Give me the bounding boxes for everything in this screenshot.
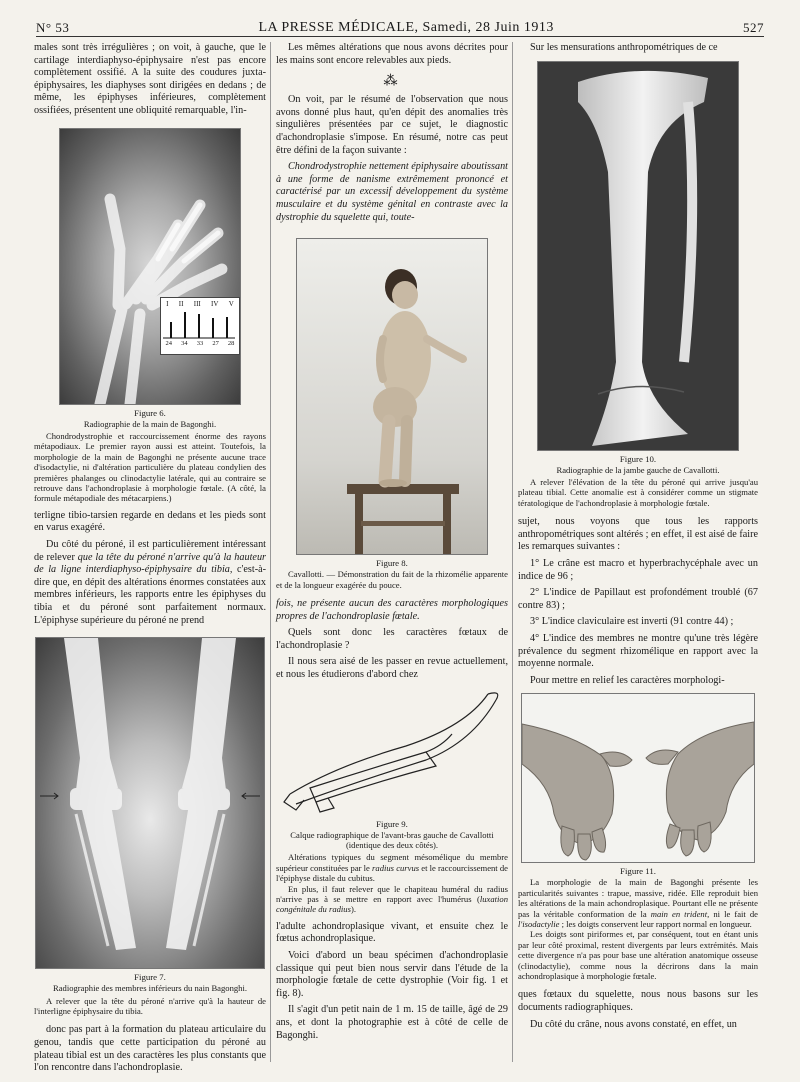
figure-9-forearm-tracing [276,686,508,816]
list-item: 4° L'indice des membres ne montre qu'une très légère prévalence du segment rhizomélique en rapport avec la moyenne normale. [518,632,758,670]
figure-9-caption-2 [276,884,508,915]
figure-9-subtitle: Calque radiographique de l'avant-bras gauche de Cavallotti (identique des deux côtés). [290,829,494,850]
inset-values [161,340,239,347]
paragraph: donc pas part à la formation du plateau articulaire du genou, tandis que cette participation du péroné au plateau tibial est un des caractères les plus constants que l'on rencontre dans l'achondroplasie. [34,1024,266,1074]
ray-value: 33 [196,339,204,347]
paragraph: males sont très irrégulières ; on voit, à gauche, que le cartilage interdiaphyso-épiphysaire n'est pas encore complètement ossifié. A la suite des coudures juxta-épiphysaires, les diaphyses sont dirigées en dedans ; de même, les épiphyses inférieures, complètement ossifiées, présentent une obliquité remarquable, l'in- [34,42,266,116]
paragraph: On voit, par le résumé de l'observation que nous avons donné plus haut, qu'en dépit des anomalies très singulières présentées par ce sujet, le diagnostic d'achondroplasie s'impose. En résumé, notre cas peut être défini de la façon suivante : [276,94,508,156]
text-run: En plus, il faut relever que le chapiteau huméral du radius n'arrive pas à se mettre en rapport avec l'humérus ( [276,883,508,904]
figure-7-subtitle: Radiographie des membres inférieurs du nain Bagonghi. [52,983,248,994]
metapodial-formula-inset [160,297,240,355]
text-run: c'est-à-dire que, en dépit des altérations énormes constatées aux membres inférieurs, les rapports entre les épiphyses du tibia et du péroné sont parfaitement normaux. L'épiphyse supérieure du péroné ne prend [34,564,267,626]
paragraph: Les mêmes altérations que nous avons décrites pour les mains sont encore relevables aux pieds. [276,42,508,66]
issue-number: N° 53 [36,20,70,35]
figure-10-title: Figure 10. [619,453,657,464]
text-run: Du côté du péroné, il est particulièrement intéressant de relever [34,539,266,563]
paragraph: Il s'agit d'un petit nain de 1 m. 15 de taille, âgé de 29 ans, et dont la photographie est à côté de celle de Bagonghi. [276,1004,508,1041]
text-run-italic: que la tête du péroné n'arrive qu'à la hauteur de la ligne interdiaphyso-épiphysaire du tibia, [34,551,266,576]
text-run: et le raccourcissement de l'épiphyse distale du cubitus. [276,862,508,884]
journal-name: LA PRESSE MÉDICALE, [258,20,419,35]
figure-8-dwarf-photo [296,238,488,555]
paragraph: sujet, nous voyons que tous les rapports anthropométriques sont altérés ; en effet, il est aisé de faire les remarques suivantes : [518,516,758,553]
ray-label: V [228,299,234,308]
paragraph: ques fœtaux du squelette, nous nous basons sur les documents radiographiques. [518,989,758,1013]
text-run-italic: main en trident [650,908,708,919]
ray-label: IV [211,299,219,308]
figure-11-title: Figure 11. [620,866,656,877]
list-item: 2° L'indice de Papillaut est profondément troublé (67 contre 83) ; [518,587,758,611]
paragraph [34,539,266,627]
list-item: 1° Le crâne est macro et hyperbrachycéphale avec un indice de 96 ; [518,558,758,582]
text-run: ; les doigts conservent leur rapport normal en longueur. [559,918,752,929]
ray-value: 28 [227,339,235,347]
hand-xray-drawing [60,129,240,404]
paragraph: terligne tibio-tarsien regarde en dedans et les pieds sont en varus exagéré. [34,509,266,534]
ray-value: 34 [181,339,188,347]
figure-10-subtitle: Radiographie de la jambe gauche de Cavallotti. [556,464,720,475]
legs-xray-drawing [36,638,264,968]
figure-7-caption: A relever que la tête du péroné n'arrive qu'à la hauteur de l'interligne épiphysaire du tibia. [34,995,266,1016]
figure-8-caption: Cavallotti. — Démonstration du fait de la rhizomélie apparente et de la longueur exagérée du pouce. [276,569,508,590]
column-3 [518,42,758,1035]
figure-9-title: Figure 9. [376,818,408,829]
figure-10-leg-radiograph [537,61,739,451]
figure-6-hand-radiograph [59,128,241,405]
paragraph: Pour mettre en relief les caractères morphologi- [530,674,725,686]
ray-value: 24 [165,339,173,347]
inset-labels [161,300,239,308]
figure-8-title: Figure 8. [376,558,408,569]
leg-xray-drawing [538,62,738,450]
column-2 [276,42,508,1046]
paragraph-italic: Chondrodystrophie nettement épiphysaire aboutissant à une forme de nanisme extrêmement prononcé et caractérisé par un excessif développement du système musculaire et du système génital en contraste avec la dystrophie du squelette qui, toute- [276,161,508,223]
running-header [36,14,764,37]
list-item: 3° L'indice claviculaire est inverti (91 contre 44) ; [530,616,734,628]
ray-label: II [178,299,184,308]
journal-title-line [258,20,553,36]
figure-11-caption [518,877,758,929]
hands-photo-drawing [522,694,754,862]
figure-6-caption: Chondrodystrophie et raccourcissement énorme des rayons métapodiaux. Le premier rayon aussi est atteint. Toutefois, la morphologie de la main de Bagonghi ne présente aucune trace d'isodactylie, ni d'altération particulière du plateau condylien des premières phalanges ou clinodactylie latérale, qui au contraire se retrouve dans l'achondroplasie à morphologie fœtale. (A côté, la formule métapodiale des métacarpiens.) [34,430,266,504]
ray-label: III [193,299,201,308]
figure-11-hands-photo [521,693,755,863]
figure-6-subtitle: Radiographie de la main de Bagonghi. [83,418,217,429]
paragraph: l'adulte achondroplasique vivant, et ensuite chez le fœtus achondroplasique. [276,920,508,945]
figure-9-caption [276,852,508,883]
ray-label: I [166,299,169,308]
text-run: Altérations typiques du segment mésomélique du membre supérieur constituées par le [276,852,508,873]
dwarf-photo-drawing [297,239,487,554]
paragraph: Du côté du crâne, nous avons constaté, en effet, un [530,1018,737,1030]
inset-bars [161,308,237,340]
text-run: , ni le fait de [707,908,758,919]
paragraph-italic: fois, ne présente aucun des caractères morphologiques propres de l'achondroplasie fœtale. [276,597,508,622]
figure-7-legs-radiograph [35,637,265,969]
column-divider [512,42,513,1062]
column-divider [270,42,271,1062]
figure-10-caption: A relever l'élévation de la tête du péroné qui arrive jusqu'au plateau tibial. Cette anomalie est à considérer comme un stigmate tératologique de l'achondroplasie à morphologie fœtale. [518,477,758,508]
paragraph: Voici d'abord un beau spécimen d'achondroplasie classique qui peut bien nous servir dans l'étude de la morphologie fœtale de cette dystrophie (Voir fig. 1 et fig. 8). [276,949,508,999]
figure-6-title: Figure 6. [134,407,166,418]
paragraph: Il nous sera aisé de les passer en revue actuellement, et nous les étudierons d'abord chez [276,656,508,680]
text-run-italic: radius curvus [372,862,420,873]
forearm-tracing-drawing [276,686,508,816]
figure-7-title: Figure 7. [134,972,166,983]
paragraph: Quels sont donc les caractères fœtaux de l'achondroplasie ? [276,627,508,651]
text-run: ). [350,904,356,915]
section-asterism: ⁂ [383,74,401,90]
page-number: 527 [742,20,764,35]
text-run-italic: luxation congénitale du radius [276,893,508,915]
figure-11-caption-2: Les doigts sont piriformes et, par conséquent, tout en étant unis par leur côté proximal, restent divergents par leurs extrémités. Mais cette divergence n'a pas pour base une altération anatomique osseuse (clinodactylie), comme nous la décrirons dans la main achondroplasique à morphologie fœtale. [518,929,758,981]
column-1 [34,42,266,1079]
ray-value: 27 [212,339,219,347]
paragraph: Sur les mensurations anthropométriques de ce [530,42,718,53]
text-run: La morphologie de la main de Bagonghi présente les particularités suivantes : trapue, massive, ridée. Elle reproduit bien les altérations de la main achondroplasique. Pourtant elle ne présente pas la véritable conformation de la [518,877,758,919]
text-run-italic: l'isodactylie [518,918,560,929]
issue-date: Samedi, 28 Juin 1913 [422,20,554,35]
